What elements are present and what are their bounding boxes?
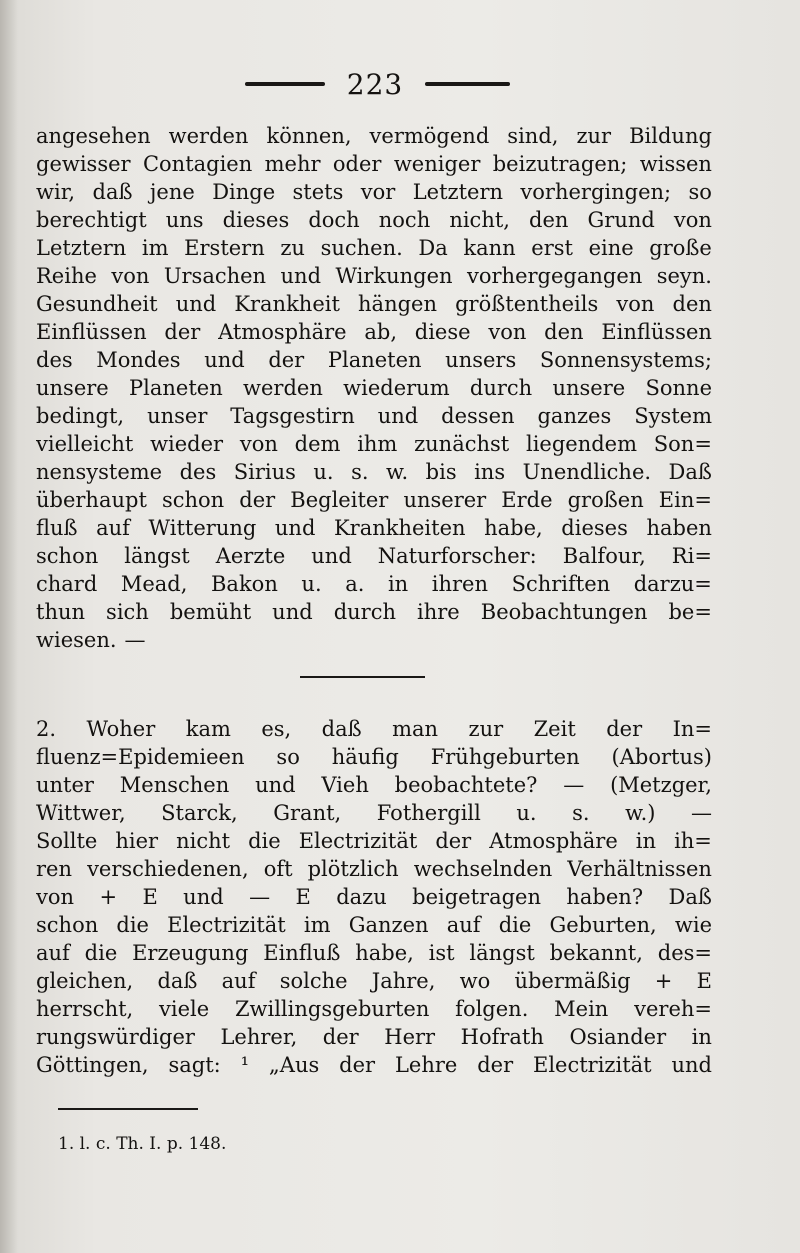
text-line: fluß auf Witterung und Krankheiten habe, dieses haben — [36, 516, 712, 540]
text-line: thun sich bemüht und durch ihre Beobachtungen be= — [36, 600, 712, 624]
text-line: Reihe von Ursachen und Wirkungen vorhergegangen seyn. — [36, 264, 712, 288]
text-line: vielleicht wieder von dem ihm zunächst liegendem Son= — [36, 432, 712, 456]
text-line: 2. Woher kam es, daß man zur Zeit der In= — [36, 717, 712, 741]
text-line: Sollte hier nicht die Electrizität der Atmosphäre in ih= — [36, 829, 712, 853]
text-line: gewisser Contagien mehr oder weniger beizutragen; wissen — [36, 152, 712, 176]
text-line: angesehen werden können, vermögend sind, zur Bildung — [36, 124, 712, 148]
page-number: 223 — [346, 68, 404, 101]
text-line: Gesundheit und Krankheit hängen größtentheils von den — [36, 292, 712, 316]
text-line: Einflüssen der Atmosphäre ab, diese von den Einflüssen — [36, 320, 712, 344]
text-line: bedingt, unser Tagsgestirn und dessen ganzes System — [36, 404, 712, 428]
text-line: von + E und — E dazu beigetragen haben? Daß — [36, 885, 712, 909]
text-line: auf die Erzeugung Einfluß habe, ist längst bekannt, des= — [36, 941, 712, 965]
text-line: schon die Electrizität im Ganzen auf die Geburten, wie — [36, 913, 712, 937]
text-line: fluenz=Epidemieen so häufig Frühgeburten (Abortus) — [36, 745, 712, 769]
text-line: des Mondes und der Planeten unsers Sonnensystems; — [36, 348, 712, 372]
header-rule-right — [425, 82, 510, 86]
text-line: überhaupt schon der Begleiter unserer Erde großen Ein= — [36, 488, 712, 512]
page-header — [0, 60, 800, 100]
text-line: wir, daß jene Dinge stets vor Letztern vorhergingen; so — [36, 180, 712, 204]
text-line: unsere Planeten werden wiederum durch unsere Sonne — [36, 376, 712, 400]
header-rule-left — [245, 82, 325, 86]
text-line: ren verschiedenen, oft plötzlich wechselnden Verhältnissen — [36, 857, 712, 881]
paragraph-1 — [36, 122, 712, 654]
footnote: 1. l. c. Th. I. p. 148. — [58, 1134, 227, 1154]
text-line: schon längst Aerzte und Naturforscher: Balfour, Ri= — [36, 544, 712, 568]
paragraph-2 — [36, 715, 712, 1079]
text-line: wiesen. — — [36, 628, 146, 652]
text-line: Göttingen, sagt: ¹ „Aus der Lehre der Electrizität und — [36, 1053, 712, 1077]
text-line: Wittwer, Starck, Grant, Fothergill u. s. w.) — — [36, 801, 712, 825]
text-line: nensysteme des Sirius u. s. w. bis ins Unendliche. Daß — [36, 460, 712, 484]
section-divider — [300, 676, 425, 678]
text-line: berechtigt uns dieses doch noch nicht, den Grund von — [36, 208, 712, 232]
text-line: chard Mead, Bakon u. a. in ihren Schriften darzu= — [36, 572, 712, 596]
text-line: herrscht, viele Zwillingsgeburten folgen. Mein vereh= — [36, 997, 712, 1021]
footnote-rule — [58, 1108, 198, 1110]
text-line: gleichen, daß auf solche Jahre, wo übermäßig + E — [36, 969, 712, 993]
text-line: unter Menschen und Vieh beobachtete? — (Metzger, — [36, 773, 712, 797]
page-gutter-shadow — [0, 0, 18, 1253]
text-line: rungswürdiger Lehrer, der Herr Hofrath Osiander in — [36, 1025, 712, 1049]
text-line: Letztern im Erstern zu suchen. Da kann erst eine große — [36, 236, 712, 260]
